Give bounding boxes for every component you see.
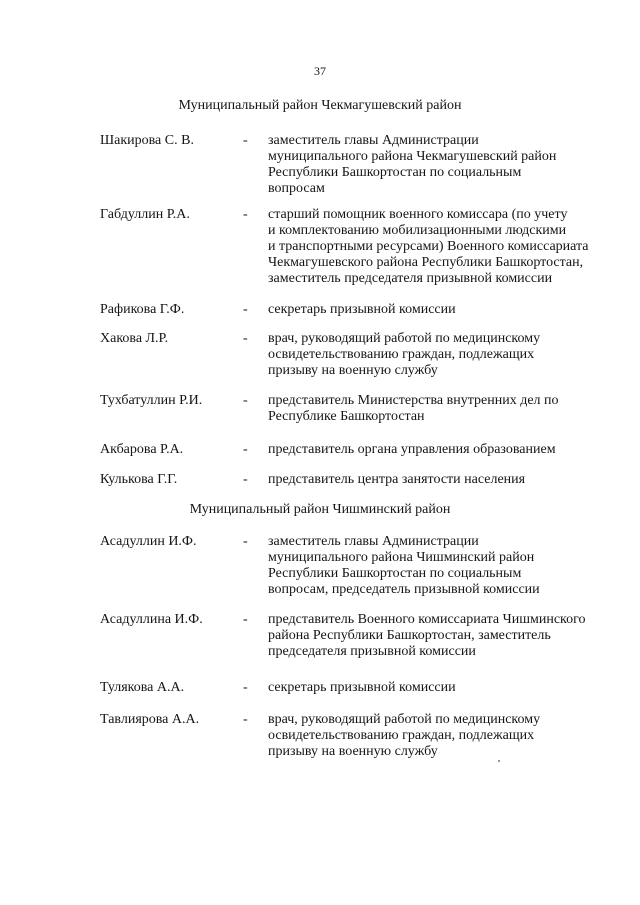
section-title-chishmy: Муниципальный район Чишминский район xyxy=(189,502,451,517)
dash-separator: - xyxy=(243,712,248,727)
member-name: Рафикова Г.Ф. xyxy=(100,302,185,317)
dash-separator: - xyxy=(243,207,248,222)
member-name: Асадуллин И.Ф. xyxy=(100,534,197,549)
member-name: Тулякова А.А. xyxy=(100,680,185,695)
member-role: врач, руководящий работой по медицинскому освидетельствованию граждан, подлежащих призыву на военную службу xyxy=(268,712,541,759)
section-title-chekmagush: Муниципальный район Чекмагушевский район xyxy=(178,98,462,113)
page-number: 37 xyxy=(314,64,326,78)
member-role: старший помощник военного комиссара (по учету и комплектованию мобилизационными людскими и транспортными ресурсами) Военного комиссариата Чекмагушевского района Республики Башкортостан, заместитель председателя призывной комиссии xyxy=(268,207,589,286)
dash-separator: - xyxy=(243,680,248,695)
dash-separator: - xyxy=(243,302,248,317)
member-name: Тавлиярова А.А. xyxy=(100,712,200,727)
member-name: Асадуллина И.Ф. xyxy=(100,612,203,627)
member-name: Тухбатуллин Р.И. xyxy=(100,393,203,408)
dash-separator: - xyxy=(243,331,248,346)
scan-speck xyxy=(498,760,500,762)
member-role: представитель центра занятости населения xyxy=(268,472,526,487)
member-role: представитель Военного комиссариата Чишминского района Республики Башкортостан, заместитель председателя призывной комиссии xyxy=(268,612,586,659)
member-role: секретарь призывной комиссии xyxy=(268,680,456,695)
member-role: заместитель главы Администрации муниципального района Чишминский район Республики Башкортостан по социальным вопросам, председатель призывной комиссии xyxy=(268,534,540,597)
member-role: представитель органа управления образованием xyxy=(268,442,556,457)
dash-separator: - xyxy=(243,393,248,408)
dash-separator: - xyxy=(243,534,248,549)
dash-separator: - xyxy=(243,133,248,148)
member-name: Хакова Л.Р. xyxy=(100,331,169,346)
member-role: представитель Министерства внутренних дел по Республике Башкортостан xyxy=(268,393,559,424)
member-name: Кулькова Г.Г. xyxy=(100,472,178,487)
member-role: секретарь призывной комиссии xyxy=(268,302,456,317)
dash-separator: - xyxy=(243,612,248,627)
member-role: заместитель главы Администрации муниципального района Чекмагушевский район Республики Башкортостан по социальным вопросам xyxy=(268,133,557,196)
member-name: Габдуллин Р.А. xyxy=(100,207,190,222)
member-name: Шакирова С. В. xyxy=(100,133,194,148)
member-role: врач, руководящий работой по медицинскому освидетельствованию граждан, подлежащих призыву на военную службу xyxy=(268,331,541,378)
dash-separator: - xyxy=(243,442,248,457)
member-name: Акбарова Р.А. xyxy=(100,442,184,457)
dash-separator: - xyxy=(243,472,248,487)
